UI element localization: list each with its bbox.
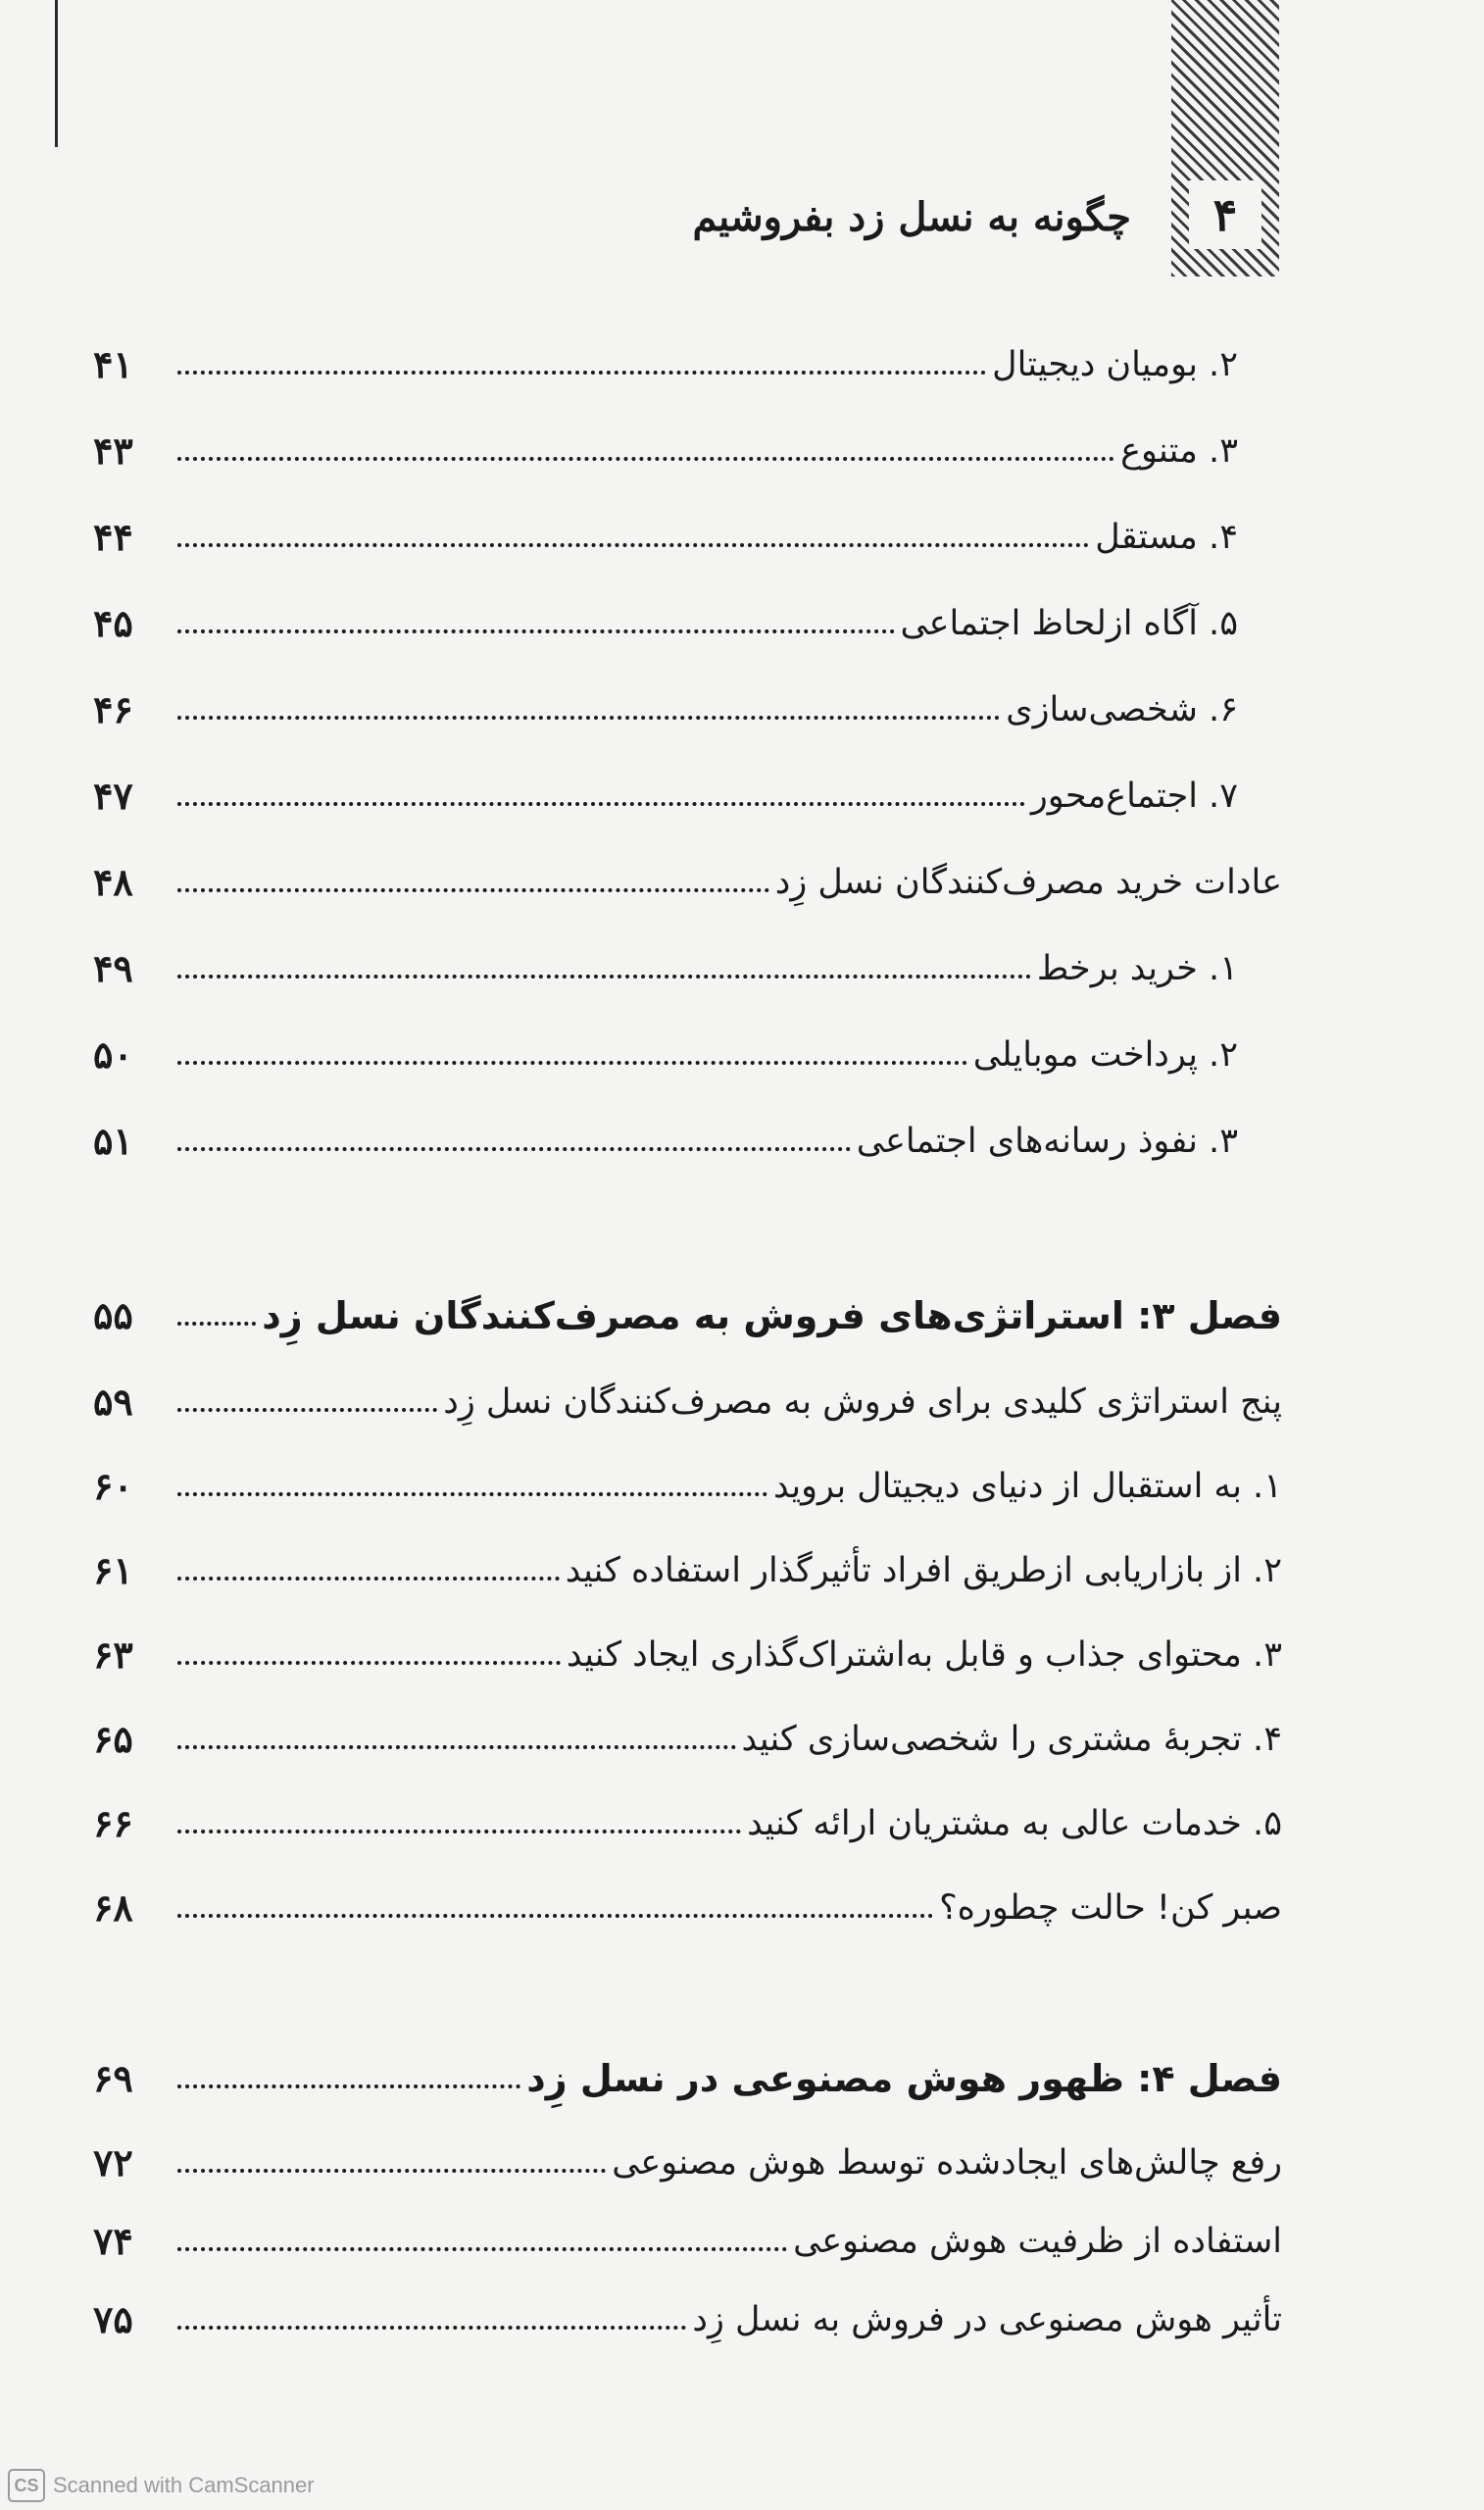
dot-leader	[177, 1745, 736, 1749]
toc-entry-title: ۵. خدمات عالی به مشتریان ارائه کنید	[747, 1804, 1282, 1843]
toc-section-entry[interactable]	[93, 847, 1282, 906]
scanner-watermark	[8, 2469, 315, 2502]
toc-entry-title: ۱. به استقبال از دنیای دیجیتال بروید	[773, 1467, 1282, 1506]
toc-entry-title: عادات خرید مصرف‌کنندگان نسل زِد	[774, 863, 1282, 902]
page-number: ۴	[1189, 180, 1261, 249]
toc-chapter-title: فصل ۳: استراتژی‌های فروش به مصرف‌کنندگان نسل زِد	[262, 1294, 1282, 1337]
dot-leader	[177, 457, 1114, 461]
toc-entry-title: ۷. اجتماع‌محور	[1030, 777, 1238, 816]
toc-chapter-entry[interactable]	[93, 2043, 1282, 2102]
toc-entry-page: ۶۳	[93, 1632, 133, 1677]
toc-entry-page: ۴۸	[93, 860, 133, 904]
toc-entry[interactable]	[93, 933, 1238, 992]
toc-entry-title: ۲. پرداخت موبایلی	[972, 1035, 1238, 1075]
toc-section-entry[interactable]	[93, 1367, 1282, 1426]
dot-leader	[177, 2169, 606, 2173]
toc-entry-page: ۴۵	[93, 601, 133, 645]
dot-leader	[177, 802, 1025, 806]
toc-entry-title: ۲. بومیان دیجیتال	[992, 345, 1238, 384]
toc-entry-title: ۳. نفوذ رسانه‌های اجتماعی	[856, 1122, 1238, 1161]
dot-leader	[177, 1661, 561, 1665]
toc-entry[interactable]	[93, 675, 1238, 733]
dot-leader	[177, 1408, 437, 1412]
toc-entry-title: استفاده از ظرفیت هوش مصنوعی	[793, 2222, 1282, 2261]
toc-entry-title: ۴. مستقل	[1095, 518, 1238, 557]
dot-leader	[177, 2084, 520, 2088]
toc-entry-title: ۳. محتوای جذاب و قابل به‌اشتراک‌گذاری ایجاد کنید	[566, 1635, 1282, 1675]
toc-entry[interactable]	[93, 1106, 1238, 1165]
toc-entry-page: ۶۱	[93, 1548, 133, 1592]
dot-leader	[177, 1322, 256, 1326]
toc-section-entry[interactable]	[93, 2284, 1282, 2343]
toc-entry[interactable]	[93, 1451, 1282, 1510]
dot-leader	[177, 1830, 741, 1833]
toc-entry-page: ۴۷	[93, 774, 133, 818]
camscanner-logo-icon: CS	[8, 2469, 45, 2502]
toc-entry[interactable]	[93, 1704, 1282, 1763]
dot-leader	[177, 1061, 967, 1065]
scanner-watermark-text: Scanned with CamScanner	[53, 2473, 315, 2497]
dot-leader	[177, 371, 986, 375]
toc-entry[interactable]	[93, 1535, 1282, 1594]
toc-entry-title: تأثیر هوش مصنوعی در فروش به نسل زِد	[692, 2300, 1282, 2339]
toc-entry-page: ۵۰	[93, 1032, 133, 1077]
dot-leader	[177, 975, 1031, 979]
dot-leader	[177, 1492, 767, 1496]
toc-entry-title: پنج استراتژی کلیدی برای فروش به مصرف‌کنندگان نسل زِد	[443, 1382, 1282, 1422]
toc-entry-title: صبر کن! حالت چطوره؟	[939, 1888, 1282, 1928]
toc-entry-page: ۶۵	[93, 1717, 133, 1761]
dot-leader	[177, 2247, 787, 2251]
toc-section-entry[interactable]	[93, 1873, 1282, 1932]
toc-entry-page: ۵۵	[93, 1293, 133, 1337]
toc-entry-page: ۶۸	[93, 1885, 133, 1930]
toc-entry-page: ۵۱	[93, 1119, 133, 1163]
dot-leader	[177, 1914, 933, 1918]
toc-entry-page: ۶۰	[93, 1464, 133, 1508]
dot-leader	[177, 2326, 686, 2330]
toc-entry-page: ۴۳	[93, 428, 133, 473]
toc-entry[interactable]	[93, 502, 1238, 561]
dot-leader	[177, 1147, 851, 1151]
toc-entry-title: رفع چالش‌های ایجادشده توسط هوش مصنوعی	[612, 2143, 1282, 2183]
dot-leader	[177, 629, 895, 633]
toc-entry-page: ۷۴	[93, 2219, 133, 2263]
toc-entry[interactable]	[93, 329, 1238, 388]
toc-section-entry[interactable]	[93, 2128, 1282, 2186]
toc-entry[interactable]	[93, 1788, 1282, 1847]
toc-entry[interactable]	[93, 1020, 1238, 1079]
toc-chapter-entry[interactable]	[93, 1280, 1282, 1339]
toc-entry-page: ۵۹	[93, 1380, 133, 1424]
toc-entry-title: ۶. شخصی‌سازی	[1006, 690, 1238, 729]
toc-entry-page: ۶۹	[93, 2056, 133, 2100]
toc-entry-title: ۵. آگاه ازلحاظ اجتماعی	[900, 604, 1238, 643]
toc-entry-page: ۷۲	[93, 2140, 133, 2184]
toc-entry-page: ۷۵	[93, 2297, 133, 2341]
toc-entry[interactable]	[93, 588, 1238, 647]
toc-entry-page: ۴۱	[93, 342, 133, 386]
toc-entry-page: ۴۹	[93, 946, 133, 990]
toc-chapter-title: فصل ۴: ظهور هوش مصنوعی در نسل زِد	[526, 2057, 1282, 2100]
dot-leader	[177, 716, 1000, 720]
toc-entry-title: ۱. خرید برخط	[1036, 949, 1238, 988]
toc-entry[interactable]	[93, 761, 1238, 820]
dot-leader	[177, 543, 1089, 547]
toc-entry-title: ۲. از بازاریابی ازطریق افراد تأثیرگذار استفاده کنید	[565, 1551, 1282, 1590]
toc-entry-title: ۳. متنوع	[1120, 431, 1238, 471]
toc-entry-page: ۶۶	[93, 1801, 133, 1845]
toc-entry[interactable]	[93, 416, 1238, 475]
toc-entry-page: ۴۶	[93, 687, 133, 731]
dot-leader	[177, 1577, 560, 1581]
toc-entry[interactable]	[93, 1620, 1282, 1679]
toc-entry-page: ۴۴	[93, 515, 133, 559]
dot-leader	[177, 888, 769, 892]
book-title: چگونه به نسل زد بفروشیم	[692, 194, 1131, 240]
toc-section-entry[interactable]	[93, 2206, 1282, 2265]
toc-entry-title: ۴. تجربهٔ مشتری را شخصی‌سازی کنید	[741, 1720, 1282, 1759]
